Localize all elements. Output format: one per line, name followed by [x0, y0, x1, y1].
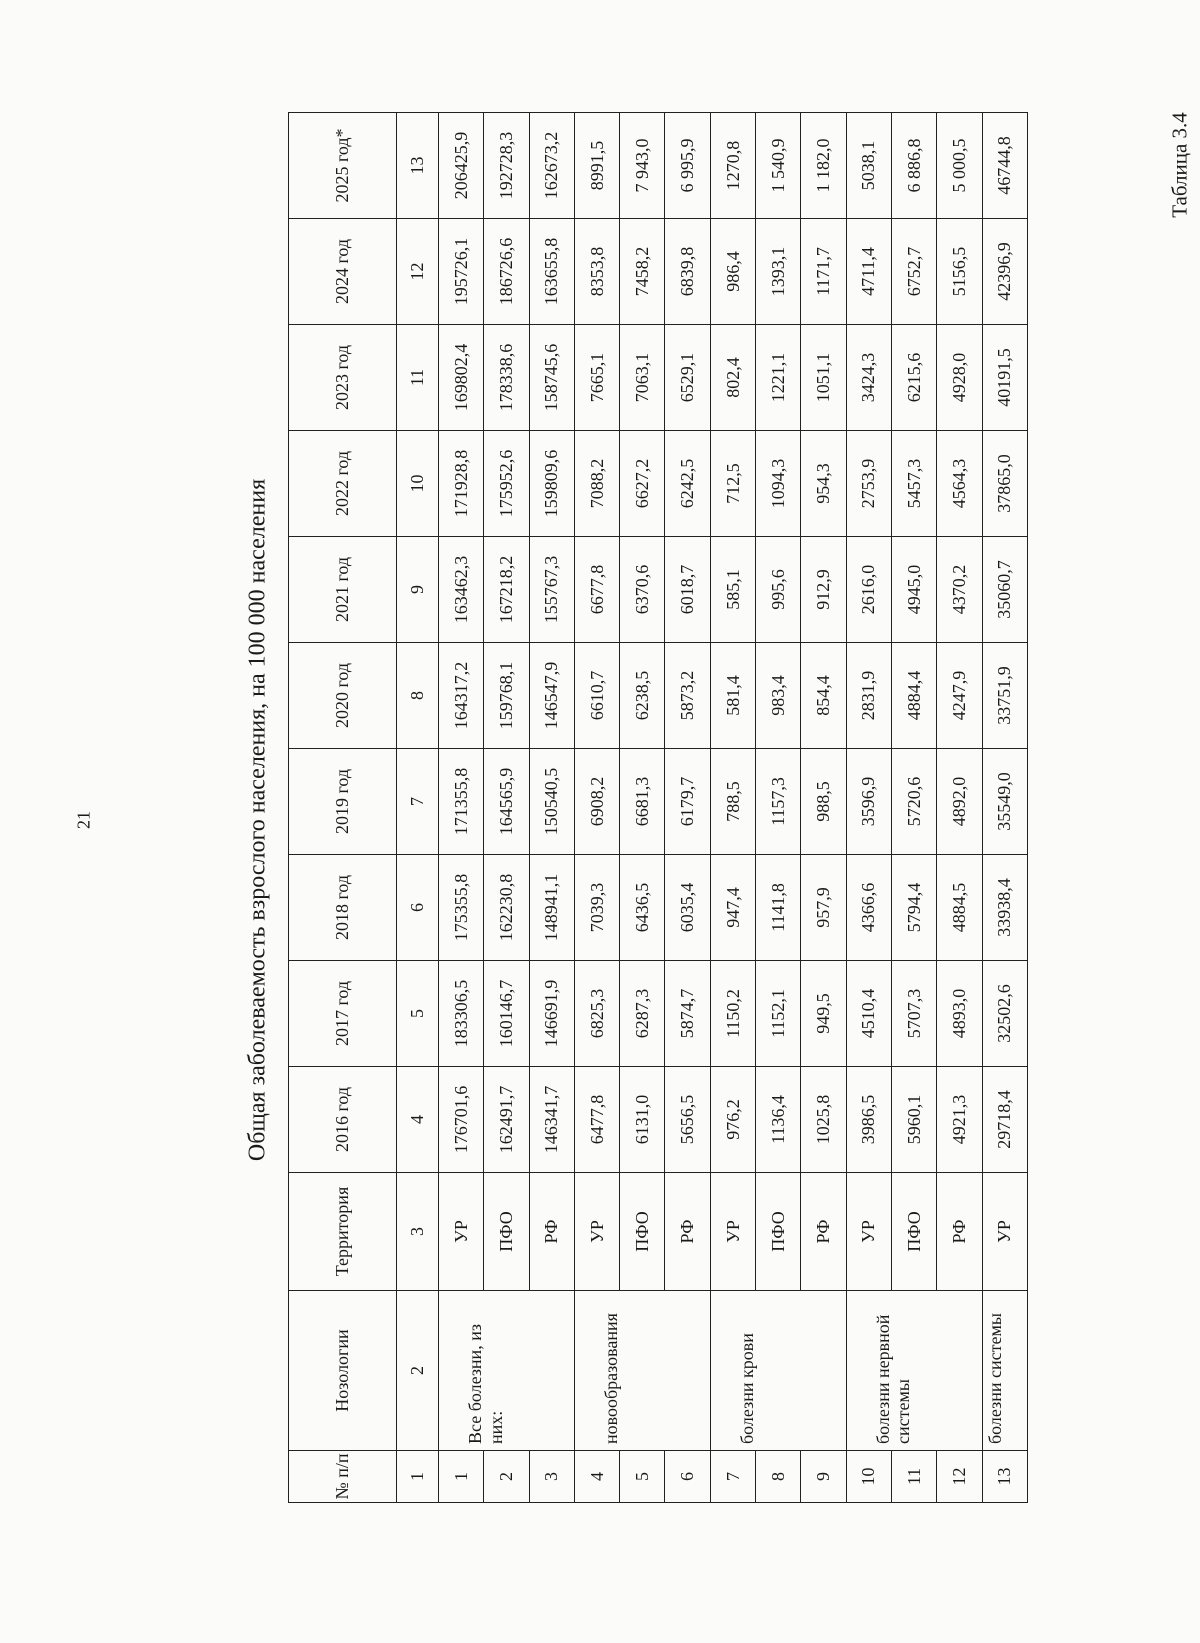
nosology-cell	[710, 1291, 846, 1451]
value-cell: 5873,2	[665, 643, 710, 749]
header-cell: 2020 год	[289, 643, 397, 749]
header-cell: 2019 год	[289, 749, 397, 855]
nosology-cell	[846, 1291, 982, 1451]
value-cell: 7088,2	[574, 431, 619, 537]
nosology-label: болезни нервной системы	[872, 1314, 914, 1444]
value-cell: 164317,2	[439, 643, 484, 749]
value-cell: 186726,6	[484, 219, 529, 325]
value-cell: 1221,1	[756, 325, 801, 431]
table-row	[846, 113, 891, 1503]
value-cell: 148941,1	[529, 855, 574, 961]
value-cell: 33751,9	[982, 643, 1027, 749]
value-cell: 4928,0	[937, 325, 982, 431]
value-cell: 5960,1	[891, 1067, 936, 1173]
value-cell: 6215,6	[891, 325, 936, 431]
table-row	[710, 113, 755, 1503]
value-cell: 2753,9	[846, 431, 891, 537]
value-cell: 5707,3	[891, 961, 936, 1067]
value-cell: 5156,5	[937, 219, 982, 325]
value-cell: 29718,4	[982, 1067, 1027, 1173]
value-cell: 1 182,0	[801, 113, 846, 219]
value-cell: 171928,8	[439, 431, 484, 537]
value-cell: 5720,6	[891, 749, 936, 855]
row-number: 2	[484, 1451, 529, 1503]
value-cell: 988,5	[801, 749, 846, 855]
row-number: 10	[846, 1451, 891, 1503]
row-number: 6	[665, 1451, 710, 1503]
territory-cell: ПФО	[484, 1173, 529, 1291]
value-cell: 1393,1	[756, 219, 801, 325]
value-cell: 163655,8	[529, 219, 574, 325]
value-cell: 2616,0	[846, 537, 891, 643]
value-cell: 712,5	[710, 431, 755, 537]
value-cell: 4892,0	[937, 749, 982, 855]
value-cell: 6 886,8	[891, 113, 936, 219]
value-cell: 3596,9	[846, 749, 891, 855]
row-number: 11	[891, 1451, 936, 1503]
header-cell: 2021 год	[289, 537, 397, 643]
row-number: 4	[574, 1451, 619, 1503]
value-cell: 4370,2	[937, 537, 982, 643]
nosology-cell	[982, 1291, 1027, 1451]
value-cell: 159809,6	[529, 431, 574, 537]
header-cell: № п/п	[289, 1451, 397, 1503]
value-cell: 46744,8	[982, 113, 1027, 219]
value-cell: 802,4	[710, 325, 755, 431]
value-cell: 6035,4	[665, 855, 710, 961]
territory-cell: УР	[574, 1173, 619, 1291]
value-cell: 6287,3	[620, 961, 665, 1067]
value-cell: 206425,9	[439, 113, 484, 219]
page-number: 21	[73, 811, 94, 829]
value-cell: 949,5	[801, 961, 846, 1067]
value-cell: 4247,9	[937, 643, 982, 749]
value-cell: 6179,7	[665, 749, 710, 855]
value-cell: 164565,9	[484, 749, 529, 855]
value-cell: 912,9	[801, 537, 846, 643]
value-cell: 7665,1	[574, 325, 619, 431]
value-cell: 5457,3	[891, 431, 936, 537]
territory-cell: УР	[439, 1173, 484, 1291]
value-cell: 4884,5	[937, 855, 982, 961]
value-cell: 155767,3	[529, 537, 574, 643]
value-cell: 169802,4	[439, 325, 484, 431]
row-number: 9	[801, 1451, 846, 1503]
value-cell: 2831,9	[846, 643, 891, 749]
value-cell: 162230,8	[484, 855, 529, 961]
territory-cell: ПФО	[756, 1173, 801, 1291]
morbidity-table	[288, 112, 1028, 1503]
territory-cell: ПФО	[891, 1173, 936, 1291]
value-cell: 35549,0	[982, 749, 1027, 855]
header-cell: 2024 год	[289, 219, 397, 325]
value-cell: 7 943,0	[620, 113, 665, 219]
value-cell: 1171,7	[801, 219, 846, 325]
value-cell: 175355,8	[439, 855, 484, 961]
value-cell: 1270,8	[710, 113, 755, 219]
value-cell: 1025,8	[801, 1067, 846, 1173]
value-cell: 146691,9	[529, 961, 574, 1067]
column-index-cell: 9	[397, 537, 439, 643]
row-number: 8	[756, 1451, 801, 1503]
value-cell: 1094,3	[756, 431, 801, 537]
value-cell: 183306,5	[439, 961, 484, 1067]
value-cell: 947,4	[710, 855, 755, 961]
value-cell: 986,4	[710, 219, 755, 325]
territory-cell: УР	[710, 1173, 755, 1291]
value-cell: 585,1	[710, 537, 755, 643]
value-cell: 5038,1	[846, 113, 891, 219]
row-number: 13	[982, 1451, 1027, 1503]
value-cell: 6477,8	[574, 1067, 619, 1173]
value-cell: 6825,3	[574, 961, 619, 1067]
nosology-label: болезни крови	[736, 1333, 757, 1444]
value-cell: 42396,9	[982, 219, 1027, 325]
row-number: 7	[710, 1451, 755, 1503]
value-cell: 5 000,5	[937, 113, 982, 219]
territory-cell: УР	[982, 1173, 1027, 1291]
value-cell: 7458,2	[620, 219, 665, 325]
value-cell: 40191,5	[982, 325, 1027, 431]
value-cell: 7039,3	[574, 855, 619, 961]
header-cell: 2022 год	[289, 431, 397, 537]
column-index-cell: 4	[397, 1067, 439, 1173]
value-cell: 4366,6	[846, 855, 891, 961]
table-row	[982, 113, 1027, 1503]
value-cell: 159768,1	[484, 643, 529, 749]
value-cell: 162491,7	[484, 1067, 529, 1173]
value-cell: 6610,7	[574, 643, 619, 749]
value-cell: 4564,3	[937, 431, 982, 537]
column-index-cell: 7	[397, 749, 439, 855]
value-cell: 4711,4	[846, 219, 891, 325]
value-cell: 983,4	[756, 643, 801, 749]
value-cell: 1136,4	[756, 1067, 801, 1173]
value-cell: 6 995,9	[665, 113, 710, 219]
value-cell: 954,3	[801, 431, 846, 537]
row-number: 5	[620, 1451, 665, 1503]
column-index-row	[397, 113, 439, 1503]
value-cell: 6681,3	[620, 749, 665, 855]
value-cell: 1141,8	[756, 855, 801, 961]
nosology-label: новообразования	[600, 1313, 621, 1444]
value-cell: 178338,6	[484, 325, 529, 431]
value-cell: 8991,5	[574, 113, 619, 219]
header-cell: Территория	[289, 1173, 397, 1291]
column-index-cell: 6	[397, 855, 439, 961]
value-cell: 6839,8	[665, 219, 710, 325]
value-cell: 5794,4	[891, 855, 936, 961]
value-cell: 995,6	[756, 537, 801, 643]
value-cell: 6242,5	[665, 431, 710, 537]
column-index-cell: 12	[397, 219, 439, 325]
table-header-row	[289, 113, 397, 1503]
value-cell: 175952,6	[484, 431, 529, 537]
value-cell: 1 540,9	[756, 113, 801, 219]
value-cell: 6908,2	[574, 749, 619, 855]
table-row	[439, 113, 484, 1503]
value-cell: 1150,2	[710, 961, 755, 1067]
value-cell: 3424,3	[846, 325, 891, 431]
document-title: Общая заболеваемость взрослого населения, на 100 000 населения	[244, 478, 271, 1162]
value-cell: 195726,1	[439, 219, 484, 325]
nosology-cell	[439, 1291, 575, 1451]
column-index-cell: 3	[397, 1173, 439, 1291]
territory-cell: РФ	[665, 1173, 710, 1291]
value-cell: 4884,4	[891, 643, 936, 749]
header-cell: 2025 год*	[289, 113, 397, 219]
value-cell: 957,9	[801, 855, 846, 961]
table-row	[574, 113, 619, 1503]
value-cell: 5656,5	[665, 1067, 710, 1173]
table-label: Таблица 3.4	[1167, 112, 1192, 218]
value-cell: 5874,7	[665, 961, 710, 1067]
header-cell: 2016 год	[289, 1067, 397, 1173]
morbidity-table-container	[288, 113, 1028, 1503]
value-cell: 4893,0	[937, 961, 982, 1067]
territory-cell: РФ	[801, 1173, 846, 1291]
value-cell: 6529,1	[665, 325, 710, 431]
value-cell: 192728,3	[484, 113, 529, 219]
value-cell: 6436,5	[620, 855, 665, 961]
value-cell: 4921,3	[937, 1067, 982, 1173]
territory-cell: РФ	[529, 1173, 574, 1291]
column-index-cell: 8	[397, 643, 439, 749]
value-cell: 4945,0	[891, 537, 936, 643]
value-cell: 158745,6	[529, 325, 574, 431]
value-cell: 6752,7	[891, 219, 936, 325]
value-cell: 788,5	[710, 749, 755, 855]
value-cell: 581,4	[710, 643, 755, 749]
value-cell: 171355,8	[439, 749, 484, 855]
value-cell: 6677,8	[574, 537, 619, 643]
value-cell: 1152,1	[756, 961, 801, 1067]
value-cell: 33938,4	[982, 855, 1027, 961]
value-cell: 6370,6	[620, 537, 665, 643]
header-cell: 2023 год	[289, 325, 397, 431]
value-cell: 854,4	[801, 643, 846, 749]
value-cell: 32502,6	[982, 961, 1027, 1067]
header-cell: Нозологии	[289, 1291, 397, 1451]
value-cell: 162673,2	[529, 113, 574, 219]
header-cell: 2018 год	[289, 855, 397, 961]
nosology-label: болезни системы	[984, 1313, 1005, 1444]
value-cell: 8353,8	[574, 219, 619, 325]
value-cell: 37865,0	[982, 431, 1027, 537]
row-number: 1	[439, 1451, 484, 1503]
value-cell: 146341,7	[529, 1067, 574, 1173]
value-cell: 6018,7	[665, 537, 710, 643]
column-index-cell: 1	[397, 1451, 439, 1503]
territory-cell: ПФО	[620, 1173, 665, 1291]
value-cell: 1157,3	[756, 749, 801, 855]
value-cell: 167218,2	[484, 537, 529, 643]
value-cell: 3986,5	[846, 1067, 891, 1173]
nosology-label: Все болезни, из них:	[465, 1324, 506, 1444]
row-number: 12	[937, 1451, 982, 1503]
value-cell: 6627,2	[620, 431, 665, 537]
value-cell: 150540,5	[529, 749, 574, 855]
column-index-cell: 5	[397, 961, 439, 1067]
column-index-cell: 11	[397, 325, 439, 431]
header-cell: 2017 год	[289, 961, 397, 1067]
column-index-cell: 13	[397, 113, 439, 219]
value-cell: 35060,7	[982, 537, 1027, 643]
value-cell: 976,2	[710, 1067, 755, 1173]
value-cell: 160146,7	[484, 961, 529, 1067]
column-index-cell: 10	[397, 431, 439, 537]
value-cell: 7063,1	[620, 325, 665, 431]
value-cell: 4510,4	[846, 961, 891, 1067]
value-cell: 6131,0	[620, 1067, 665, 1173]
row-number: 3	[529, 1451, 574, 1503]
nosology-cell	[574, 1291, 710, 1451]
value-cell: 176701,6	[439, 1067, 484, 1173]
value-cell: 163462,3	[439, 537, 484, 643]
value-cell: 6238,5	[620, 643, 665, 749]
value-cell: 1051,1	[801, 325, 846, 431]
column-index-cell: 2	[397, 1291, 439, 1451]
value-cell: 146547,9	[529, 643, 574, 749]
territory-cell: УР	[846, 1173, 891, 1291]
territory-cell: РФ	[937, 1173, 982, 1291]
